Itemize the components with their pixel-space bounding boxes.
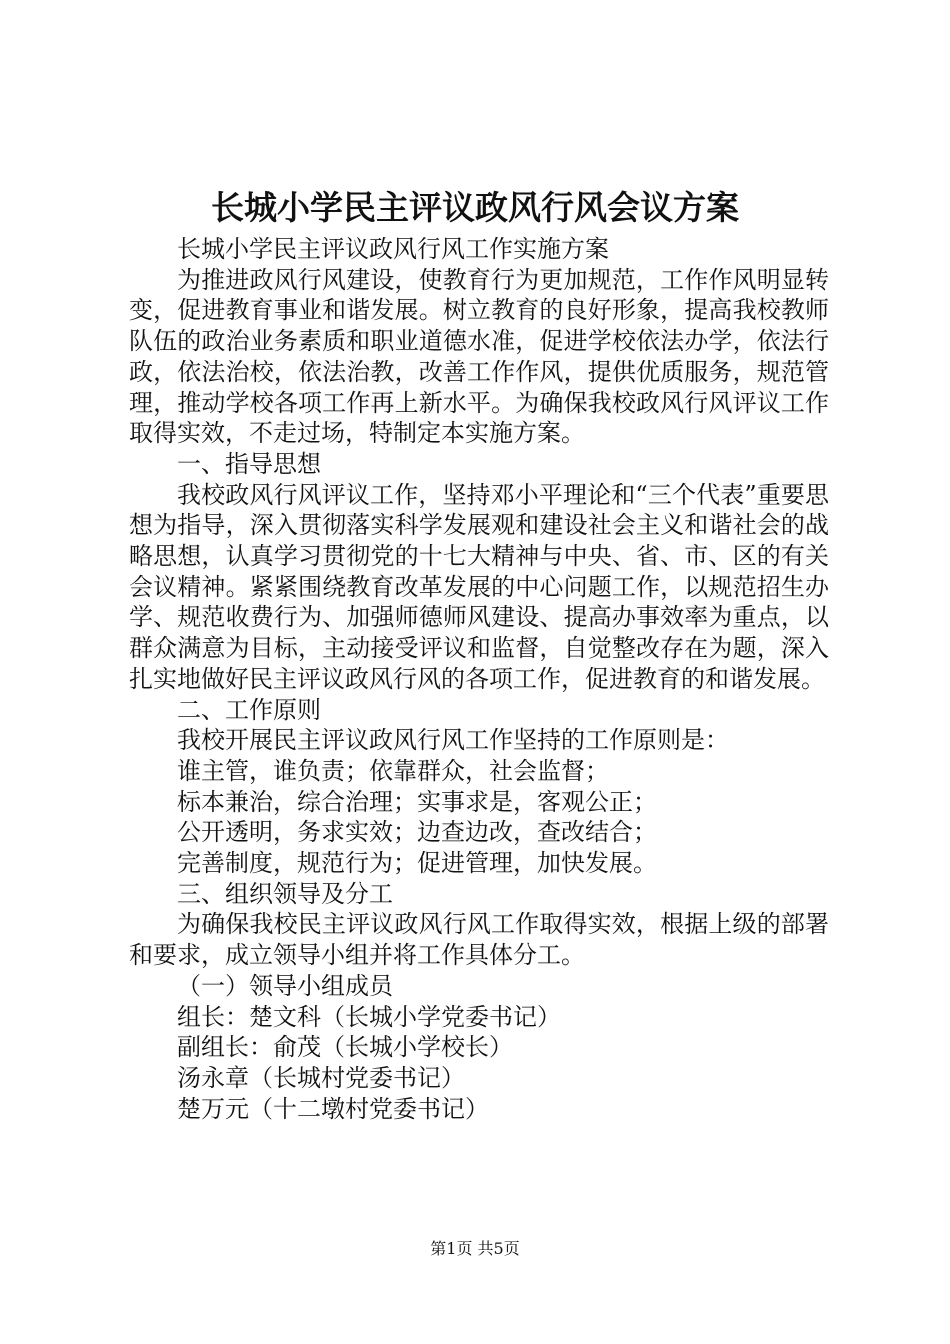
paragraph-intro: 为推进政风行风建设，使教育行为更加规范，工作作风明显转变，促进教育事业和谐发展。树立教育的良好形象，提高我校教师队伍的政治业务素质和职业道德水准，促进学校依法办学，依法行政，依法治校，依法治教，改善工作作风，提供优质服务，规范管理，推动学校各项工作再上新水平。为确保我校政风行风评议工作取得实效，不走过场，特制定本实施方案。	[129, 265, 829, 448]
member-line: 汤永章（长城村党委书记）	[177, 1063, 465, 1092]
document-body	[129, 234, 829, 1124]
paragraph-principles-intro: 我校开展民主评议政风行风工作坚持的工作原则是：	[177, 726, 729, 755]
principle-line: 谁主管，谁负责；依靠群众，社会监督；	[177, 756, 609, 785]
paragraph-organization: 为确保我校民主评议政风行风工作取得实效，根据上级的部署和要求，成立领导小组并将工作具体分工。	[129, 910, 829, 970]
principle-line: 完善制度，规范行为；促进管理，加快发展。	[177, 849, 657, 878]
principle-line: 公开透明，务求实效；边查边改，查改结合；	[177, 818, 657, 847]
document-title: 长城小学民主评议政风行风会议方案	[211, 188, 739, 227]
paragraph-guiding-thought: 我校政风行风评议工作，坚持邓小平理论和“三个代表”重要思想为指导，深入贯彻落实科学发展观和建设社会主义和谐社会的战略思想，认真学习贯彻党的十七大精神与中央、省、市、区的有关会议精神。紧紧围绕教育改革发展的中心问题工作，以规范招生办学、规范收费行为、加强师德师风建设、提高办事效率为重点，以群众满意为目标，主动接受评议和监督，自觉整改存在为题，深入扎实地做好民主评议政风行风的各项工作，促进教育的和谐发展。	[129, 480, 829, 693]
member-line: 副组长：俞茂（长城小学校长）	[177, 1033, 513, 1062]
section-heading-organization: 三、组织领导及分工	[177, 879, 393, 908]
section-heading-guiding-thought: 一、指导思想	[177, 449, 321, 478]
subsection-heading-leadership-group: （一）领导小组成员	[177, 971, 393, 1000]
principle-line: 标本兼治，综合治理；实事求是，客观公正；	[177, 787, 657, 816]
paragraph-subtitle: 长城小学民主评议政风行风工作实施方案	[177, 235, 609, 263]
member-line: 组长：楚文科（长城小学党委书记）	[177, 1002, 561, 1031]
section-heading-work-principles: 二、工作原则	[177, 695, 321, 724]
page-footer: 第1页 共5页	[430, 1239, 520, 1258]
member-line: 楚万元（十二墩村党委书记）	[177, 1094, 489, 1123]
